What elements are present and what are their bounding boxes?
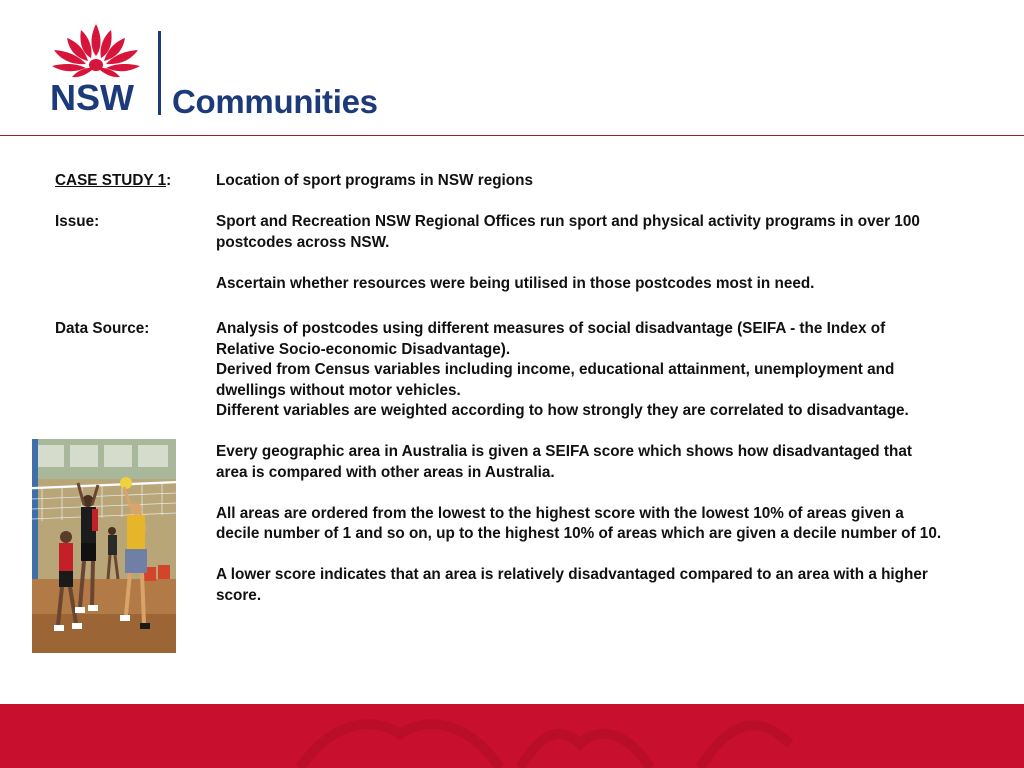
header-divider bbox=[0, 135, 1024, 136]
data-source-label: Data Source: bbox=[55, 320, 150, 337]
case-study-label-colon: : bbox=[166, 172, 172, 189]
nsw-communities-logo bbox=[46, 22, 406, 122]
logo-divider bbox=[158, 31, 161, 115]
data-source-paragraph: Every geographic area in Australia is given a SEIFA score which shows how disadvantaged that area is compared with other areas in Australia. bbox=[216, 443, 912, 481]
issue-label: Issue: bbox=[55, 213, 100, 230]
footer-band bbox=[0, 704, 1024, 768]
case-study-label bbox=[55, 171, 215, 192]
data-source-paragraph: A lower score indicates that an area is relatively disadvantaged compared to an area with a higher score. bbox=[216, 566, 928, 604]
case-study-title: Location of sport programs in NSW regions bbox=[216, 172, 533, 189]
case-study-label-text: CASE STUDY 1 bbox=[55, 172, 167, 189]
issue-text bbox=[216, 212, 946, 294]
data-source-paragraph: Analysis of postcodes using different measures of social disadvantage (SEIFA - the Index of Relative Socio-economic Disadvantage). bbox=[216, 320, 886, 358]
data-source-paragraph: Derived from Census variables including income, educational attainment, unemployment and dwellings without motor vehicles. bbox=[216, 361, 895, 399]
issue-paragraph: Ascertain whether resources were being utilised in those postcodes most in need. bbox=[216, 274, 815, 292]
issue-paragraph: Sport and Recreation NSW Regional Offices run sport and physical activity programs in over 100 postcodes across NSW. bbox=[216, 213, 920, 251]
data-source-text bbox=[216, 319, 946, 606]
data-source-paragraph: Different variables are weighted according to how strongly they are correlated to disadvantage. bbox=[216, 402, 909, 419]
data-source-paragraph: All areas are ordered from the lowest to the highest score with the lowest 10% of areas given a decile number of 1 and so on, up to the highest 10% of areas which are given a decile number of 10. bbox=[216, 504, 942, 542]
logo-communities-text: Communities bbox=[172, 83, 378, 120]
waratah-flower-icon bbox=[48, 22, 144, 84]
volleyball-players-photo bbox=[32, 439, 176, 653]
logo-nsw-text: NSW bbox=[50, 77, 134, 118]
